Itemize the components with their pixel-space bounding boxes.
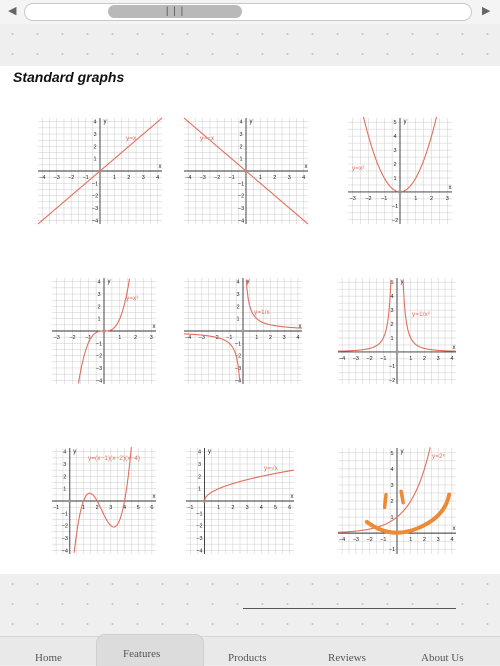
x-axis-label: x (298, 324, 302, 330)
x-tick-label: −1 (187, 505, 194, 511)
y-tick-label: 4 (390, 294, 394, 301)
scroll-left-arrow-icon[interactable]: ◀ (8, 5, 17, 17)
graph-label: y=2ˣ (432, 453, 445, 460)
y-tick-label: −3 (234, 365, 242, 372)
y-tick-label: −2 (196, 523, 203, 530)
y-axis-label: y (400, 279, 404, 285)
x-tick-label: 1 (217, 505, 221, 511)
x-tick-label: 3 (287, 175, 291, 181)
scrollbar-track[interactable] (24, 3, 472, 21)
curve (338, 447, 430, 532)
x-tick-label: −4 (184, 335, 192, 341)
y-tick-label: 2 (93, 144, 97, 151)
y-tick-label: −1 (388, 547, 396, 554)
x-axis-label: x (152, 324, 156, 330)
y-tick-label: −4 (95, 378, 103, 385)
y-tick-label: 3 (63, 462, 67, 469)
y-tick-label: −4 (91, 218, 99, 225)
x-axis-label: x (452, 526, 456, 533)
x-tick-label: 6 (288, 505, 292, 511)
y-tick-label: 4 (390, 466, 394, 473)
x-tick-label: 1 (414, 195, 418, 202)
y-tick-label: −2 (388, 377, 396, 384)
y-tick-label: −4 (61, 548, 68, 555)
y-tick-label: −3 (196, 535, 203, 542)
origin-point (68, 499, 72, 503)
x-tick-label: 5 (273, 505, 278, 511)
y-axis-label: y (403, 119, 407, 125)
y-tick-label: −2 (61, 523, 68, 530)
x-axis-label: x (158, 164, 162, 170)
x-tick-label: −2 (212, 335, 219, 341)
y-tick-label: −3 (95, 365, 103, 372)
nav-products[interactable]: Products (228, 652, 267, 664)
x-tick-label: 2 (422, 355, 426, 362)
y-tick-label: 3 (239, 132, 243, 139)
signature-line (243, 608, 456, 609)
x-axis-label: x (152, 494, 156, 500)
x-tick-label: −3 (53, 335, 60, 341)
y-tick-label: −2 (95, 353, 103, 360)
x-tick-label: −4 (338, 355, 346, 362)
y-tick-label: 5 (390, 280, 394, 287)
y-tick-label: 1 (390, 515, 394, 522)
y-tick-label: 1 (393, 175, 397, 182)
x-tick-label: 3 (436, 355, 440, 362)
y-tick-label: 1 (236, 316, 240, 323)
x-tick-label: 2 (231, 505, 235, 511)
y-tick-label: −1 (95, 341, 103, 348)
nav-reviews[interactable]: Reviews (328, 652, 366, 664)
x-tick-label: 2 (133, 335, 138, 341)
y-axis-label: y (107, 279, 111, 285)
y-tick-label: −2 (391, 217, 399, 224)
y-axis-label: y (246, 279, 250, 285)
y-tick-label: 4 (63, 449, 67, 456)
y-axis-label: y (207, 449, 211, 455)
x-tick-label: 3 (245, 505, 249, 511)
dotted-background-top (0, 24, 500, 66)
x-tick-label: 3 (109, 505, 113, 511)
x-tick-label: −1 (82, 175, 89, 181)
y-tick-label: 4 (236, 279, 240, 286)
x-tick-label: 5 (136, 505, 140, 511)
y-tick-label: −1 (391, 203, 399, 210)
x-tick-label: −2 (68, 175, 75, 181)
x-tick-label: −1 (226, 335, 233, 341)
x-tick-label: 3 (282, 335, 286, 341)
y-tick-label: −3 (237, 205, 245, 212)
curve (74, 447, 131, 553)
graph-y-equals-x-squared (340, 110, 460, 232)
y-tick-label: 2 (390, 322, 394, 329)
y-tick-label: 2 (197, 474, 202, 481)
y-tick-label: −1 (91, 181, 99, 188)
x-tick-label: 4 (450, 537, 454, 544)
x-tick-label: −3 (53, 175, 60, 181)
graph-label: y=x (126, 135, 137, 142)
scroll-right-arrow-icon[interactable]: ▶ (482, 5, 491, 17)
x-tick-label: 6 (150, 505, 154, 511)
x-tick-label: −2 (69, 335, 76, 341)
y-tick-label: −3 (91, 205, 99, 212)
origin-point (395, 350, 399, 354)
y-tick-label: −3 (61, 535, 68, 542)
graph-y-equals-one-over-x-squared (330, 270, 464, 392)
y-tick-label: −2 (237, 193, 245, 200)
y-tick-label: 3 (393, 148, 397, 155)
y-tick-label: 5 (393, 120, 397, 127)
x-tick-label: −1 (380, 537, 387, 544)
x-tick-label: 2 (429, 195, 434, 202)
x-tick-label: −4 (39, 175, 46, 181)
graph-label: y=(x−1)(x−2)(x−4) (88, 455, 141, 462)
x-tick-label: −1 (52, 505, 60, 511)
x-tick-label: 4 (302, 175, 306, 181)
x-tick-label: 3 (445, 195, 449, 202)
graph-y-equals-one-over-x (176, 270, 310, 392)
scrollbar-thumb[interactable]: | | | (108, 5, 242, 18)
graph-y-equals-two-to-x (330, 440, 464, 562)
x-tick-label: 2 (95, 505, 99, 511)
graph-label: y=√x (264, 465, 278, 472)
y-tick-label: −1 (196, 511, 203, 518)
y-tick-label: 3 (197, 462, 202, 469)
y-tick-label: 4 (97, 279, 101, 286)
y-tick-label: −2 (91, 193, 99, 200)
y-tick-label: −4 (237, 218, 245, 225)
x-tick-label: −3 (199, 175, 206, 181)
x-tick-label: 3 (141, 175, 145, 181)
y-tick-label: 1 (97, 316, 101, 323)
y-tick-label: 1 (197, 486, 202, 493)
y-tick-label: 5 (390, 450, 394, 457)
y-tick-label: −1 (388, 363, 396, 370)
x-tick-label: −1 (380, 355, 387, 362)
x-tick-label: −2 (214, 175, 221, 181)
x-tick-label: −2 (366, 355, 373, 362)
x-tick-label: 1 (118, 335, 122, 341)
y-tick-label: 3 (93, 132, 97, 139)
x-tick-label: 1 (81, 505, 86, 511)
y-tick-label: 4 (239, 119, 243, 126)
nav-features[interactable]: Features (123, 648, 161, 660)
y-tick-label: 1 (93, 156, 97, 163)
x-axis-label: x (452, 344, 456, 351)
x-tick-label: 4 (122, 505, 127, 511)
graph-label: y=x² (352, 165, 365, 172)
y-tick-label: 4 (197, 449, 202, 456)
curve (205, 470, 295, 501)
x-tick-label: 4 (296, 335, 300, 341)
y-tick-label: −1 (61, 511, 68, 518)
bottom-navigation (0, 636, 500, 665)
y-tick-label: 4 (93, 119, 97, 126)
graph-label: y=x³ (126, 295, 139, 302)
x-tick-label: −1 (228, 175, 235, 181)
x-axis-label: x (448, 184, 452, 191)
graph-cubic-factored (44, 440, 164, 562)
y-tick-label: 2 (393, 162, 397, 169)
y-tick-label: 2 (239, 144, 243, 151)
x-tick-label: −3 (198, 335, 205, 341)
y-tick-label: −4 (196, 548, 203, 555)
graph-label: y=1/x² (412, 311, 430, 318)
y-tick-label: −1 (234, 341, 242, 348)
x-tick-label: 4 (259, 505, 263, 511)
y-tick-label: 2 (236, 304, 240, 311)
y-tick-label: 2 (97, 304, 101, 311)
y-tick-label: 1 (63, 486, 67, 493)
x-tick-label: −3 (349, 195, 356, 202)
nav-about-us[interactable]: About Us (421, 652, 464, 664)
x-tick-label: 4 (156, 175, 160, 181)
x-tick-label: 1 (409, 537, 413, 544)
x-tick-label: 3 (149, 335, 153, 341)
x-tick-label: 4 (450, 355, 454, 362)
x-tick-label: 2 (127, 175, 131, 181)
nav-home[interactable]: Home (35, 652, 62, 664)
x-tick-label: −4 (185, 175, 192, 181)
y-tick-label: 3 (236, 292, 240, 299)
y-tick-label: 3 (390, 308, 394, 315)
y-tick-label: 1 (390, 335, 394, 342)
graph-label: y=−x (200, 135, 215, 142)
y-axis-label: y (103, 119, 107, 125)
graph-y-equals-minus-x (176, 110, 316, 232)
x-axis-label: x (304, 164, 308, 170)
x-tick-label: −1 (85, 335, 92, 341)
y-tick-label: 1 (239, 156, 243, 163)
x-tick-label: −2 (365, 195, 372, 202)
x-tick-label: −3 (352, 537, 359, 544)
y-axis-label: y (249, 119, 253, 125)
section-title: Standard graphs (13, 69, 125, 85)
dotted-background-bottom (0, 574, 500, 636)
x-tick-label: 1 (258, 175, 262, 181)
y-tick-label: −4 (234, 378, 242, 385)
y-tick-label: 4 (393, 134, 397, 141)
x-tick-label: 1 (255, 335, 259, 341)
graph-label: y=1/x (254, 309, 270, 316)
graph-y-equals-x (30, 110, 170, 232)
notes-page (0, 66, 500, 574)
x-tick-label: −4 (338, 537, 346, 544)
x-tick-label: 1 (409, 355, 413, 362)
x-tick-label: 2 (273, 175, 277, 181)
x-tick-label: 1 (112, 175, 116, 181)
x-tick-label: 2 (268, 335, 272, 341)
y-tick-label: 2 (63, 474, 67, 481)
y-tick-label: 3 (97, 292, 101, 299)
y-tick-label: 2 (390, 499, 394, 505)
x-tick-label: −2 (366, 537, 373, 544)
graph-y-equals-sqrt-x (178, 440, 302, 562)
graph-y-equals-x-cubed (44, 270, 164, 392)
x-tick-label: 2 (422, 537, 426, 544)
y-tick-label: −2 (234, 353, 242, 360)
x-tick-label: −1 (381, 195, 388, 202)
x-tick-label: 3 (436, 537, 440, 544)
top-scrollbar (0, 0, 500, 25)
y-axis-label: y (73, 449, 77, 455)
y-axis-label: y (400, 449, 404, 455)
x-tick-label: −3 (352, 355, 359, 362)
x-axis-label: x (290, 494, 294, 500)
y-tick-label: 3 (390, 482, 394, 489)
y-tick-label: −1 (237, 181, 245, 188)
origin-point (241, 329, 245, 333)
